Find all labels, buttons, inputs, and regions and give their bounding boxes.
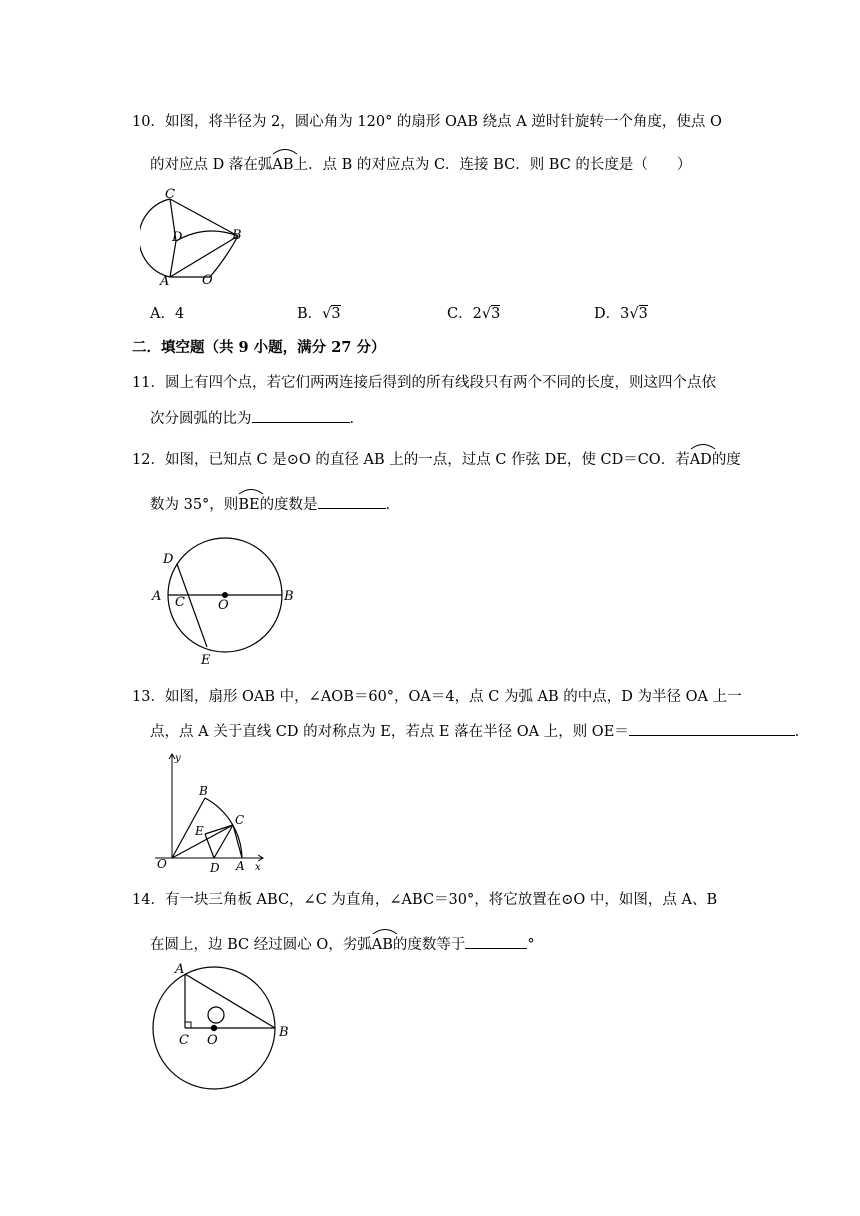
arc-ab-q14 xyxy=(372,931,393,955)
q14-line2-post: 的度数等于 xyxy=(392,937,466,953)
sqrt-sign: √3 xyxy=(481,306,501,322)
label-a: A xyxy=(236,859,245,873)
label-y: y xyxy=(175,753,181,764)
label-a: A xyxy=(152,589,162,604)
q13-figure xyxy=(145,750,270,878)
answer-blank[interactable] xyxy=(629,721,795,736)
answer-blank[interactable] xyxy=(318,494,386,509)
q11-line1: 11．圆上有四个点，若它们两两连接后得到的所有线段只有两个不同的长度，则这四个点依 xyxy=(132,375,716,391)
label-o: O xyxy=(202,273,213,288)
arc-label: AB xyxy=(272,157,294,173)
answer-blank[interactable] xyxy=(252,408,350,423)
option-prefix: C．2 xyxy=(447,306,482,322)
radicand: 3 xyxy=(638,306,648,322)
label-b: B xyxy=(279,1025,289,1040)
label-b: B xyxy=(284,589,294,604)
q14-figure xyxy=(150,960,300,1095)
arc-mark xyxy=(372,927,398,935)
q11-line2-text: 次分圆弧的比为 xyxy=(150,411,252,427)
q10-line2-post: 上．点 B 的对应点为 C．连接 BC．则 BC 的长度是（ ） xyxy=(293,157,692,173)
arc-ad xyxy=(690,446,712,470)
arc-mark xyxy=(272,147,298,155)
label-d: D xyxy=(163,552,174,567)
arc-mark xyxy=(690,442,716,450)
arc-label: AB xyxy=(371,937,393,953)
q12-line2-post: 的度数是 xyxy=(259,497,318,513)
q14-line2 xyxy=(150,931,535,955)
q10-figure xyxy=(140,186,280,290)
q10-option-b xyxy=(297,304,341,324)
arc-ab-q10 xyxy=(272,151,293,175)
q10-option-d xyxy=(594,304,648,324)
label-e: E xyxy=(195,824,204,838)
label-e: E xyxy=(201,653,211,668)
section-heading: 二．填空题（共 9 小题，满分 27 分） xyxy=(132,339,386,356)
sqrt-sign: √3 xyxy=(629,306,648,322)
q12-line1 xyxy=(132,446,741,470)
q12-line1-pre: 12．如图，已知点 C 是⊙O 的直径 AB 上的一点，过点 C 作弦 DE，使 CD＝CO．若 xyxy=(132,452,690,468)
label-c: C xyxy=(179,1033,189,1048)
q10-line1: 10．如图，将半径为 2，圆心角为 120° 的扇形 OAB 绕点 A 逆时针旋转一个角度，使点 O xyxy=(132,114,722,130)
label-b: B xyxy=(199,784,208,798)
q10-option-c xyxy=(447,304,500,324)
q14-line2-pre: 在圆上，边 BC 经过圆心 O，劣弧 xyxy=(150,937,372,953)
answer-blank[interactable] xyxy=(465,934,527,949)
radicand: 3 xyxy=(331,306,341,322)
label-d: D xyxy=(210,861,220,875)
q12-line1-post: 的度 xyxy=(711,452,741,468)
arc-be xyxy=(238,491,259,515)
q12-line2: 数为 35°，则 BE的度数是 ． xyxy=(150,491,400,515)
option-prefix: D．3 xyxy=(594,306,630,322)
label-b: B xyxy=(232,228,242,243)
q12-line2-pre: 数为 35°，则 xyxy=(150,497,239,513)
sqrt-sign: √3 xyxy=(322,306,341,322)
arc-mark xyxy=(238,487,264,495)
radicand: 3 xyxy=(491,306,501,322)
label-a: A xyxy=(160,274,170,289)
label-o: O xyxy=(218,598,229,613)
q14-line1: 14．有一块三角板 ABC，∠C 为直角，∠ABC＝30°，将它放置在⊙O 中，如图，点 A、B xyxy=(132,892,718,908)
q10-option-a: A．4 xyxy=(150,306,185,322)
label-c: C xyxy=(165,187,175,202)
label-x: x xyxy=(255,862,261,873)
label-a: A xyxy=(175,962,185,977)
q13-line2-text: 点，点 A 关于直线 CD 的对称点为 E，若点 E 落在半径 OA 上，则 OE＝ xyxy=(150,724,629,740)
q11-line2: 次分圆弧的比为 ． xyxy=(150,408,364,429)
q13-line1: 13．如图，扇形 OAB 中，∠AOB＝60°，OA＝4，点 C 为弧 AB 的中点，D 为半径 OA 上一 xyxy=(132,689,742,705)
label-d: D xyxy=(172,230,183,245)
arc-label: BE xyxy=(238,497,260,513)
q10-line2-pre: 的对应点 D 落在弧 xyxy=(150,157,273,173)
q10-line2 xyxy=(150,151,691,175)
label-c: C xyxy=(175,595,185,610)
arc-label: AD xyxy=(689,452,712,468)
q12-figure xyxy=(145,530,305,670)
label-o: O xyxy=(157,857,167,871)
option-prefix: B． xyxy=(297,306,323,322)
degree-sign: ° xyxy=(527,937,535,953)
label-c: C xyxy=(235,813,245,827)
label-o: O xyxy=(207,1033,218,1048)
q13-line2: 点，点 A 关于直线 CD 的对称点为 E，若点 E 落在半径 OA 上，则 OE＝ ． xyxy=(150,721,809,742)
